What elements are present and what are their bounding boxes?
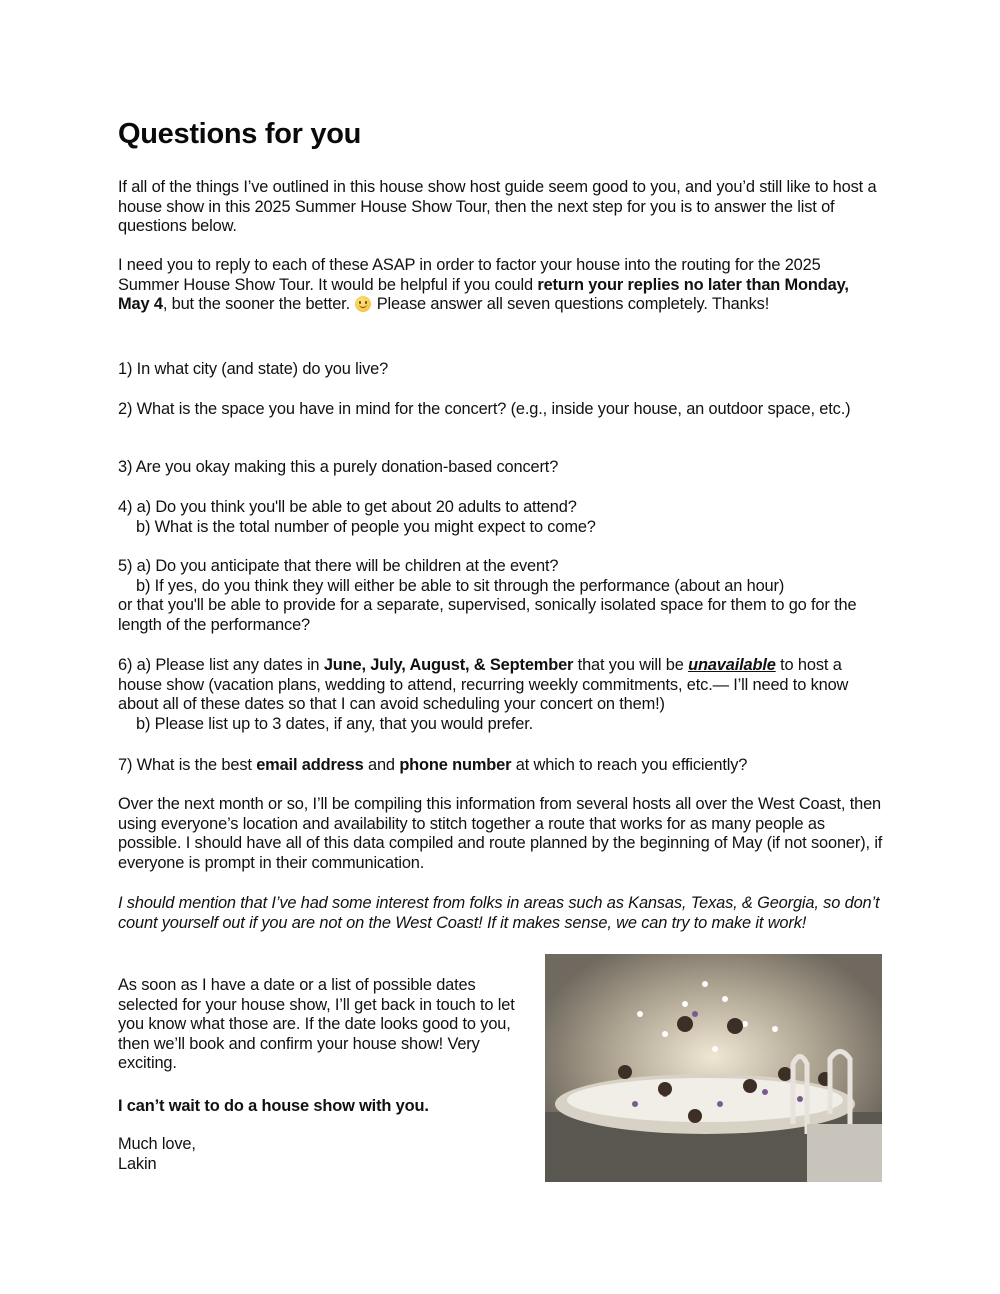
steps (807, 1124, 882, 1182)
page-title: Questions for you (118, 118, 362, 150)
request-text-3: Please answer all seven questions completely. Thanks! (372, 295, 770, 314)
compiling-paragraph: Over the next month or so, I’ll be compiling this information from several hosts all over the West Coast, then using everyone’s location and availability to stitch together a route that works for as many people as possible. I should have all of this data compiled and route planned by the beginning of May (if not sooner), if everyone is prompt in their communication. (118, 795, 883, 872)
question-5a: 5) a) Do you anticipate that there will be children at the event? (118, 557, 559, 575)
unavailable-emphasis: unavailable (688, 656, 776, 674)
question-4 (118, 498, 883, 537)
months-bold: June, July, August, & September (323, 656, 574, 674)
signature: Lakin (118, 1154, 157, 1173)
q7-text-pre: 7) What is the best (118, 756, 257, 774)
email-bold: email address (256, 756, 364, 774)
q7-text-and: and (363, 756, 400, 774)
intro-paragraph: If all of the things I’ve outlined in this house show host guide seem good to you, and you’d still like to host a house show in this 2025 Summer House Show Tour, then the next step for you is to answer the list of questions below. (118, 178, 877, 236)
question-6a (118, 656, 883, 715)
q6a-text-mid: that you will be (573, 656, 689, 674)
request-text-1: I need you to reply to each of these ASAP in order to factor your house into the routing for the 2025 Summer House Show Tour. It would be helpful if you could (118, 256, 821, 294)
q6a-text-post: to host a house show (vacation plans, wedding to attend, recurring weekly commitments, etc.— I’ll need to know about all of these dates so that I can avoid scheduling your concert on them!) (118, 656, 849, 714)
mention-paragraph: I should mention that I’ve had some interest from folks in areas such as Kansas, Texas, & Georgia, so don’t count yourself out if you are not on the West Coast! If it makes sense, we can try to make it work! (118, 894, 880, 932)
q7-text-post: at which to reach you efficiently? (511, 756, 748, 774)
request-paragraph (118, 256, 883, 315)
deadline-bold: return your replies no later than Monday, May 4 (118, 275, 849, 314)
question-4a: 4) a) Do you think you'll be able to get about 20 adults to attend? (118, 498, 577, 516)
signoff-block (118, 1135, 318, 1174)
question-6b: b) Please list up to 3 dates, if any, that you would prefer. (136, 714, 534, 733)
ball-pit-photo (545, 954, 882, 1182)
request-text-2: , but the sooner the better. (162, 295, 355, 314)
question-7 (118, 756, 883, 776)
signoff: Much love, (118, 1135, 196, 1153)
slightly-smiling-face-icon (355, 296, 371, 312)
question-4b: b) What is the total number of people you might expect to come? (136, 517, 596, 536)
question-1: 1) In what city (and state) do you live? (118, 360, 389, 378)
q6a-text-pre: 6) a) Please list any dates in (118, 656, 324, 674)
question-2: 2) What is the space you have in mind for the concert? (e.g., inside your house, an outdoor space, etc.) (118, 400, 851, 418)
closing-line: I can’t wait to do a house show with you. (118, 1097, 429, 1115)
question-3: 3) Are you okay making this a purely donation-based concert? (118, 458, 559, 476)
ball-pit-illustration (545, 954, 882, 1182)
question-5b-rest: or that you'll be able to provide for a separate, supervised, sonically isolated space for them to go for the length of the performance? (118, 596, 857, 634)
question-5 (118, 557, 883, 635)
question-5b-first-line: b) If yes, do you think they will either be able to sit through the performance (about an hour) (136, 576, 785, 595)
followup-paragraph: As soon as I have a date or a list of possible dates selected for your house show, I’ll get back in touch to let you know what those are. If the date looks good to you, then we’ll book and confirm your house show! Very exciting. (118, 976, 515, 1073)
question-6 (118, 656, 883, 734)
phone-bold: phone number (399, 756, 512, 774)
